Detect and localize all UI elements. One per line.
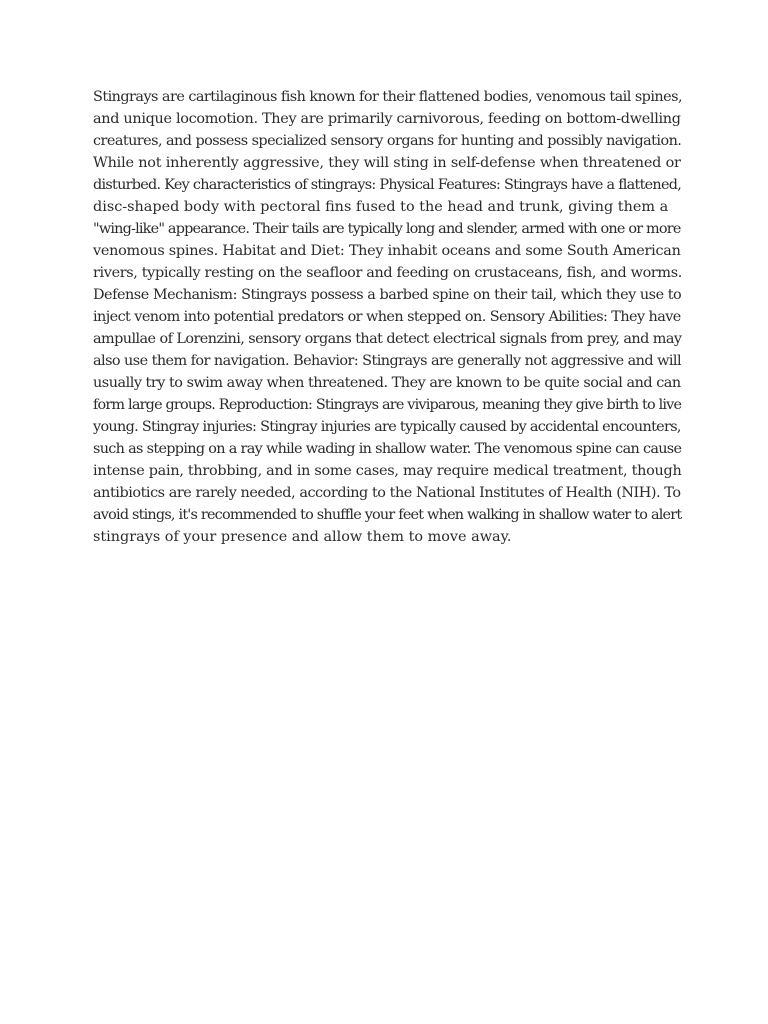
paragraph-line: creatures, and possess specialized sensory organs for hunting and possibly navigation. xyxy=(93,133,682,149)
paragraph-line: also use them for navigation. Behavior: Stingrays are generally not aggressive and will xyxy=(93,353,681,369)
paragraph-line: Defense Mechanism: Stingrays possess a barbed spine on their tail, which they use to xyxy=(93,287,682,303)
paragraph-line: intense pain, throbbing, and in some cases, may require medical treatment, though xyxy=(93,463,682,479)
body-paragraph xyxy=(93,86,681,548)
paragraph-line: disc-shaped body with pectoral fins fused to the head and trunk, giving them a xyxy=(93,199,669,215)
paragraph-line: stingrays of your presence and allow them to move away. xyxy=(93,529,512,545)
paragraph-line: form large groups. Reproduction: Stingrays are viviparous, meaning they give birth to live xyxy=(93,397,682,413)
paragraph-line: While not inherently aggressive, they will sting in self-defense when threatened or xyxy=(93,155,681,171)
paragraph-line: avoid stings, it's recommended to shuffle your feet when walking in shallow water to alert xyxy=(93,507,682,523)
paragraph-line: young. Stingray injuries: Stingray injuries are typically caused by accidental encounters, xyxy=(93,419,681,435)
paragraph-line: antibiotics are rarely needed, according to the National Institutes of Health (NIH). To xyxy=(93,485,681,501)
paragraph-line: disturbed. Key characteristics of stingrays: Physical Features: Stingrays have a flattened, xyxy=(93,177,682,193)
paragraph-line: such as stepping on a ray while wading in shallow water. The venomous spine can cause xyxy=(93,441,682,457)
paragraph-line: usually try to swim away when threatened. They are known to be quite social and can xyxy=(93,375,681,391)
paragraph-line: rivers, typically resting on the seafloor and feeding on crustaceans, fish, and worms. xyxy=(93,265,682,281)
paragraph-line: Stingrays are cartilaginous fish known for their flattened bodies, venomous tail spines, xyxy=(93,89,683,105)
paragraph-line: venomous spines. Habitat and Diet: They inhabit oceans and some South American xyxy=(93,243,681,259)
paragraph-line: ampullae of Lorenzini, sensory organs that detect electrical signals from prey, and may xyxy=(93,331,682,347)
paragraph-line: and unique locomotion. They are primarily carnivorous, feeding on bottom-dwelling xyxy=(93,111,681,127)
paragraph-line: inject venom into potential predators or when stepped on. Sensory Abilities: They have xyxy=(93,309,681,325)
paragraph-line: "wing-like" appearance. Their tails are typically long and slender, armed with one or more xyxy=(93,221,681,237)
